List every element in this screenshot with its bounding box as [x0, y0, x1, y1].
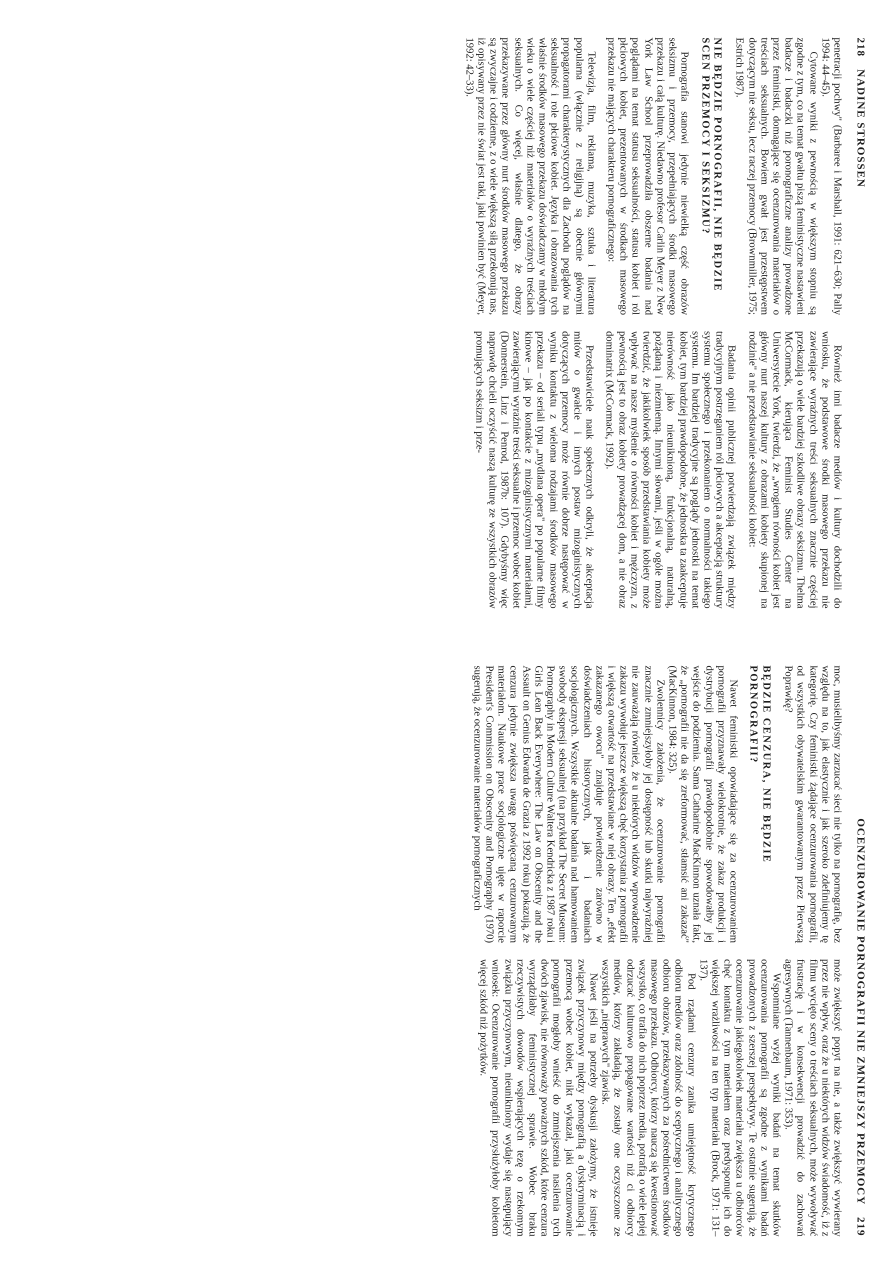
paragraph: Również inni badacze mediów i kultury dochodzili do wniosku, że podstawowe środki masowego przekazu nie zawierające wyraźnych treści seksualnych znacznie częściej przekazują o wiele bardziej szkodliwe obrazy seksizmu. Thelma McCormack, kierująca Feminist Studies Center na Uniwersytecie York, twierdzi, że „wrogiem równości kobiet jest główny nurt naszej kultury z obrazami kobiety skupionej na rodzinie" a nie przedstawianie seksualności kobiet: [746, 331, 843, 609]
paragraph: Pod rządami cenzury zanika umiejętność krytycznego odbioru mediów oraz zdolność do sceptycznego i analitycznego odbioru obrazów, przekazywanych za pośrednictwem środków masowego przekazu. Odbiorcy, którzy nauczą się kwestionować wszystko, co trafia do nich poprzez media, potrafią o wiele lepiej odrzucać kulturowo propagowane wartości niż ci odbiorcy mediów, którzy zakładają, że zostały one oczyszczone ze wszystkich „nieprawych" zjawisk. [599, 959, 697, 1237]
paragraph: Cytowane wyniki z pewnością w większym stopniu są zgodne z tym, co na temat gwałtu piszą feministyczne nastawieni badacze i badaczki niż poronograficzne analizy prowadzone przez feministki, domagające się ocenzurowania materiałów o treściach seksualnych. Bowiem gwałt jest przestępstwem dotyczącym nie seksu, lecz raczej przemocy (Brownmiller, 1975; Estrich 1987). [733, 37, 819, 315]
right-running-header [851, 666, 871, 1237]
right-running-head: OCENZUROWANIE PORNOGRAFII NIE ZMNIEJSZY PRZEMOCY [854, 818, 867, 1205]
left-page [0, 0, 893, 631]
left-column-1 [0, 38, 843, 316]
paragraph: penetracji pochwy" (Barbaree i Marshall, 1991: 621–630; Pally 1994: 44–45). [819, 37, 843, 315]
paragraph: Zwolennicy założenia, że ocenzurowanie pornografii znacznie zmniejszyłoby jej dostępność lub skutki najwyraźniej nie zauważają również, że u niektórych widzów wprowadzenie zakazu wywołuje jeszcze większą chęć korzystania z pornografii i większą otwartość na przedstawiane w niej obrazy. Ten „efekt zakazanego owocu" znajduje potwierdzenie zarówno w doświadczeniach historycznych, jak i badaniach socjologicznych. Wszystkie aktualne badania nad hamowaniem swobody ekspresji seksualnej (na przykład The Secret Museum: Pornography in Modern Culture Waltera Kendricka z 1987 roku i Girls Lean Back Everywhere: The Law on Obscenity and the Assault on Genius Edwarda de Grazia z 1992 roku) pokazują, że cenzura jedynie zwiększa uwagę poświęcaną cenzurowanym materiałom. Naukowe prace socjologiczne ujęte w raporcie President's Commission on Obscenity and Pornography (1970) sugerują, że ocenzurowanie materiałów pornograficznych [471, 665, 666, 943]
section-heading: NIE BĘDZIE PORNOGRAFII, NIE BĘDZIE SCEN PRZEMOCY I SEKSIZMU? [699, 37, 723, 293]
left-running-header [851, 38, 871, 609]
right-page [0, 632, 893, 1263]
left-column-2 [0, 331, 843, 609]
block-quote: Badania opinii publicznej potwierdzają związek między tradycyjnym postrzeganiem ról płciowych a akceptacją struktury systemu społecznego i przekonaniem o normalności takiego systemu. Im bardziej tradycyjne są poglądy jednostki na temat kobiet, tym bardziej prawdopodobne, że jednostka ta zaakceptuje nierówność jako nieuniknioną, funkcjonalną, naturalną, pożądaną i niezmienną. Innymi słowami, jeśli w ogóle można twierdzić, że jakikolwiek sposób przedstawiania kobiety może wpływać na nasze myślenie o równości kobiet i mężczyzn, z pewnością jest to obraz kobiety prowadzącej dom, a nie obraz dominatrix (McCormack, 1992). [603, 331, 737, 609]
paragraph: Przedstawiciele nauk społecznych odkryli, że akceptacja mitów o gwałcie i innych postaw mizoginistycznych dotyczących przemocy może równie dobrze następować w wyniku kontaktu z wieloma rodzajami środków masowego przekazu – od seriali typu „mydlana opera" po popularne filmy kinowe – jak po kontakcie z mizoginistycznymi materiałami, zawierającymi wyraźnie treści seksualne i przemoc wobec kobiet (Donnerstein, Linz i Penrod, 1987b: 107). Gdybyśmy więc naprawdę chcieli oczyścić naszą kulturę ze wszystkich obrazów promujących seksizm i prze- [473, 331, 595, 609]
paragraph: Pornografia stanowi jedynie niewielką część obrazów seksizmu i przemocy, przepełniających środki masowego przekazu i całą kulturę. Niedawno profesor Carlin Meyer z New York Law School przeprowadziła obszerne badania nad poglądami na temat statusu seksualności, statusu kobiet i ról płciowych kobiet, prezentowanych w środkach masowego przekazu nie mających charakteru pornograficznego: [605, 37, 690, 315]
paragraph: Wspomniane wyżej wyniki badań na temat skutków ocenzurowania pornografii są zgodne z wynikami badań prowadzonych z szerszej perspektywy. Te ostatnie sugerują, że ocenzurowanie jakiegokolwiek materiału zwiększa u odbiorców chęć kontaktu z tym materiałem oraz predysponuje ich do większej wrażliwości na ten typ materiału (Brock, 1971: 131–137). [697, 959, 782, 1237]
right-column-2 [0, 959, 843, 1237]
left-running-head: NADINE STROSSEN [854, 69, 867, 188]
paragraph: Nawet feministki opowiadające się za ocenzurowaniem pornografii przyznawały wielokrotnie, że zakaz produkcji i dystrybucji pornografii prawdopodobnie spowodowałby jej wejście do podziemia. Sama Catharine MacKinnon uznała fakt, że „pornografii nie da się zreformować, stłamsić ani zakazać" (MacKinnon, 1984: 325). [666, 665, 739, 943]
paragraph: moc, musielibyśmy zarzucać sieci nie tylko na pornografię, bez względu na to, jak elastycznie i jak szeroko zdefiniujemy tę kategorię. Czy feministki żądające ocenzurowania pornografii, od wszystkich obywatelskim gwarantowanym przez Pierwszą Poprawkę? [782, 665, 843, 943]
paragraph: Nawet jeśli na potrzeby dyskusji założymy, że istnieje związek przyczynowy między pornografią a dyskryminacją i przemocą wobec kobiet, nikt wykazał, jaki ocenzurowanie pornografii mogłoby wnieść do zmniejszenia nasilenia tych dwóch zjawisk, nie równoważy poważnych szkód, które cenzura wyrządziłaby feministycznej sprawie. Wobec braku rzeczywistych dowodów wspierających tezę o rzekomym związku przyczynowym, nieunikniony wydaje się następujący wniosek: Ocenzurowanie pornografii przysłużyłoby kobietom więcej szkód niż pożytków. [477, 959, 599, 1237]
left-columns [0, 38, 843, 609]
block-quote: Telewizja, film, reklama, muzyka, sztuka i literatura popularna (włącznie z religijną) są obecnie głównymi propagatorami charakterystycznych dla Zachodu poglądów na seksualność i role płciowe kobiet. Języka i obrazowania tych właśnie środków masowego przekazu doświadczamy w młodym wieku o wiele częściej niż materiałów o wyraźnych treściach seksualnych. Co więcej, właśnie dlatego, że obrazy przekazywane przez główny nurt środków masowego przekazu są zwyczajne i codzienne, z o wiele większą siłą przekonują nas, iż opisywany przez nie świat jest taki, jaki powinien być (Meyer, 1992: 42–33). [463, 37, 597, 315]
right-column-1 [0, 666, 843, 944]
section-heading: BĘDZIE CENZURA, NIE BĘDZIE PORNOGRAFII? [747, 665, 772, 864]
right-columns [0, 666, 843, 1237]
left-page-number: 218 [854, 37, 867, 57]
paragraph: może zwiększyć popyt na nie, a także zwiększyć wywierany przez nie wpływ, oraz że u niektórych widzów świadomość, iż z filmu wycięto sceny o treściach seksualnych, może wywoływać frustrację i w konsekwencji prowadzić do zachowań agresywnych (Tannenbaum, 1971: 353). [782, 959, 843, 1237]
right-page-number: 219 [854, 1217, 867, 1237]
